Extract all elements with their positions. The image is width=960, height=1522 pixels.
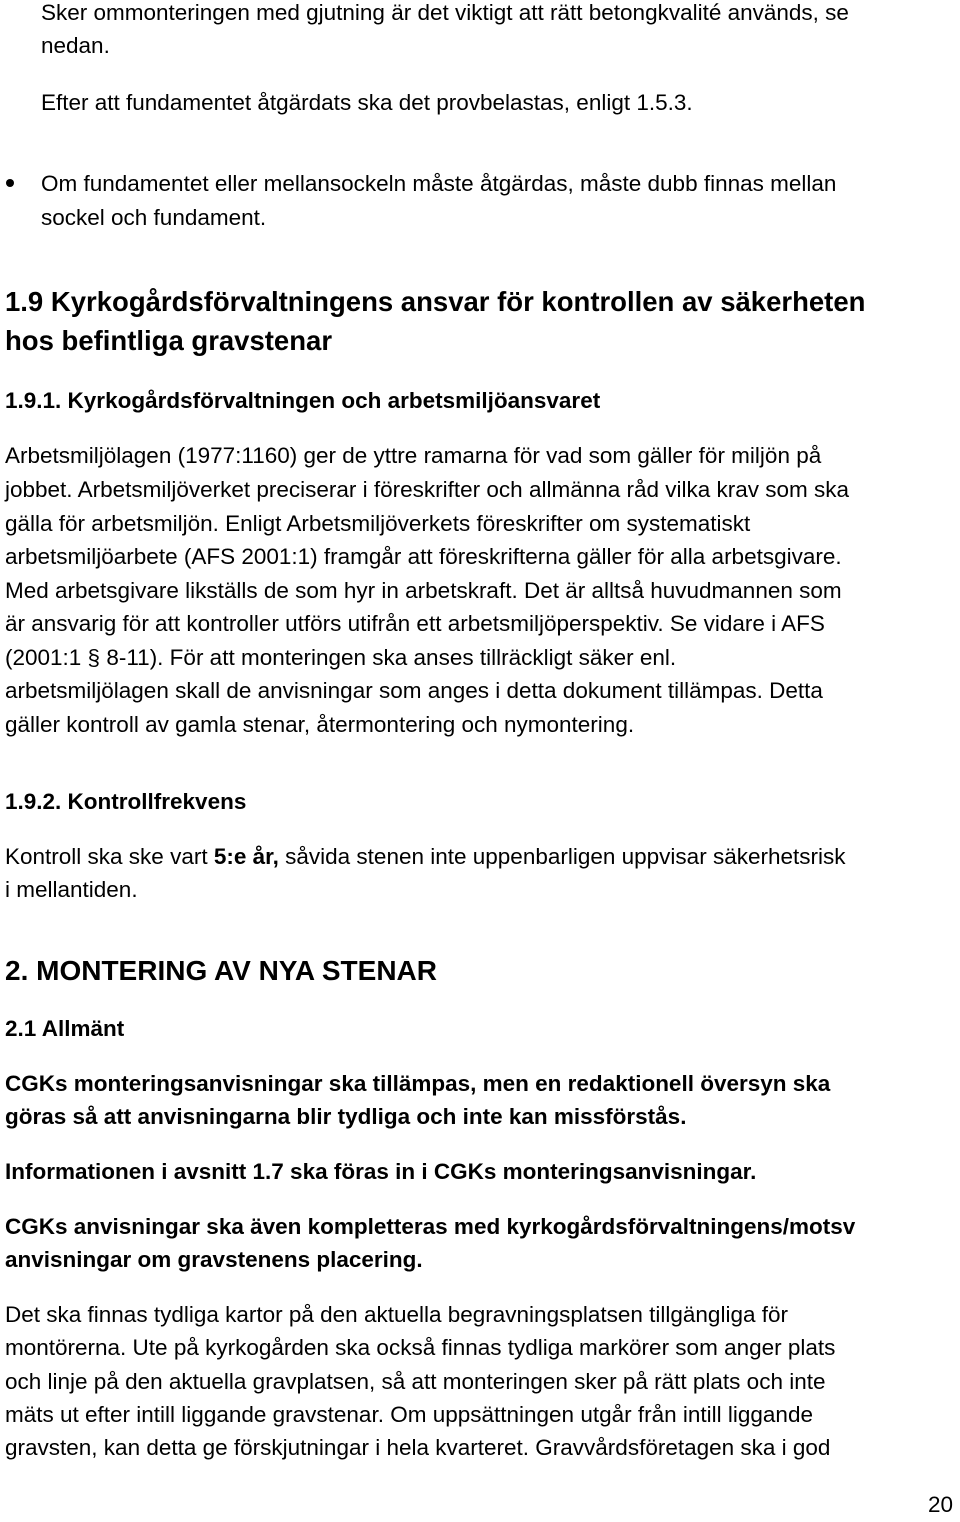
page-number: 20 bbox=[928, 1492, 954, 1517]
para-line: arbetsmiljölagen skall de anvisningar som anges i detta dokument tillämpas. Detta bbox=[5, 678, 823, 703]
bold-paragraph-line: anvisningar om gravstenens placering. bbox=[5, 1247, 423, 1272]
kontrollfrekvens-interval: 5:e år, bbox=[213, 844, 279, 869]
para-line: Arbetsmiljölagen (1977:1160) ger de yttre ramarna för vad som gäller för miljön på bbox=[5, 443, 822, 468]
subsection-1-9-2-heading: 1.9.2. Kontrollfrekvens bbox=[5, 789, 247, 814]
para-line: (2001:1 § 8-11). För att monteringen ska anses tillräckligt säker enl. bbox=[5, 645, 677, 670]
bullet-line-1: Om fundamentet eller mellansockeln måste åtgärdas, måste dubb finnas mellan bbox=[41, 171, 837, 196]
para-line: arbetsmiljöarbete (AFS 2001:1) framgår att föreskrifterna gäller för alla arbetsgivare. bbox=[5, 544, 842, 569]
bold-paragraph-line: CGKs monteringsanvisningar ska tillämpas, men en redaktionell översyn ska bbox=[5, 1071, 831, 1096]
kontrollfrekvens-text: Kontroll ska ske vart bbox=[5, 844, 214, 869]
bullet-icon bbox=[6, 179, 14, 187]
para-line: mäts ut efter intill liggande gravstenar. Om uppsättningen utgår från intill liggande bbox=[5, 1402, 813, 1427]
intro-line-3: Efter att fundamentet åtgärdats ska det provbelastas, enligt 1.5.3. bbox=[41, 90, 693, 115]
subsection-1-9-1-heading: 1.9.1. Kyrkogårdsförvaltningen och arbetsmiljöansvaret bbox=[5, 388, 601, 413]
section-1-9-heading-line-1: 1.9 Kyrkogårdsförvaltningens ansvar för kontrollen av säkerheten bbox=[5, 286, 866, 317]
bullet-line-2: sockel och fundament. bbox=[41, 205, 267, 230]
kontrollfrekvens-text: såvida stenen inte uppenbarligen uppvisar säkerhetsrisk bbox=[278, 844, 846, 869]
para-line: gäller kontroll av gamla stenar, återmontering och nymontering. bbox=[5, 712, 635, 737]
section-1-9-heading-line-2: hos befintliga gravstenar bbox=[5, 325, 333, 356]
kontrollfrekvens-line-2: i mellantiden. bbox=[5, 877, 138, 902]
bold-paragraph-line: CGKs anvisningar ska även kompletteras med kyrkogårdsförvaltningens/motsv bbox=[5, 1214, 856, 1239]
intro-line-2: nedan. bbox=[41, 33, 110, 58]
para-line: montörerna. Ute på kyrkogården ska också finnas tydliga markörer som anger plats bbox=[5, 1335, 836, 1360]
para-line: gravsten, kan detta ge förskjutningar i hela kvarteret. Gravvårdsföretagen ska i god bbox=[5, 1435, 831, 1460]
section-2-heading: 2. MONTERING AV NYA STENAR bbox=[5, 955, 437, 986]
bold-paragraph-line: göras så att anvisningarna blir tydliga och inte kan missförstås. bbox=[5, 1104, 687, 1129]
subsection-2-1-heading: 2.1 Allmänt bbox=[5, 1016, 125, 1041]
para-line: gälla för arbetsmiljön. Enligt Arbetsmiljöverkets föreskrifter om systematiskt bbox=[5, 511, 751, 536]
para-line: Med arbetsgivare likställs de som hyr in arbetskraft. Det är alltså huvudmannen som bbox=[5, 578, 842, 603]
kontrollfrekvens-line-1 bbox=[5, 840, 845, 874]
para-line: jobbet. Arbetsmiljöverket preciserar i föreskrifter och allmänna råd vilka krav som ska bbox=[5, 477, 850, 502]
para-line: är ansvarig för att kontroller utförs utifrån ett arbetsmiljöperspektiv. Se vidare i AFS bbox=[5, 611, 825, 636]
para-line: Det ska finnas tydliga kartor på den aktuella begravningsplatsen tillgängliga för bbox=[5, 1302, 788, 1327]
para-line: och linje på den aktuella gravplatsen, så att monteringen sker på rätt plats och inte bbox=[5, 1369, 826, 1394]
intro-line-1: Sker ommonteringen med gjutning är det viktigt att rätt betongkvalité används, se bbox=[41, 0, 849, 25]
bold-paragraph-line: Informationen i avsnitt 1.7 ska föras in i CGKs monteringsanvisningar. bbox=[5, 1159, 757, 1184]
